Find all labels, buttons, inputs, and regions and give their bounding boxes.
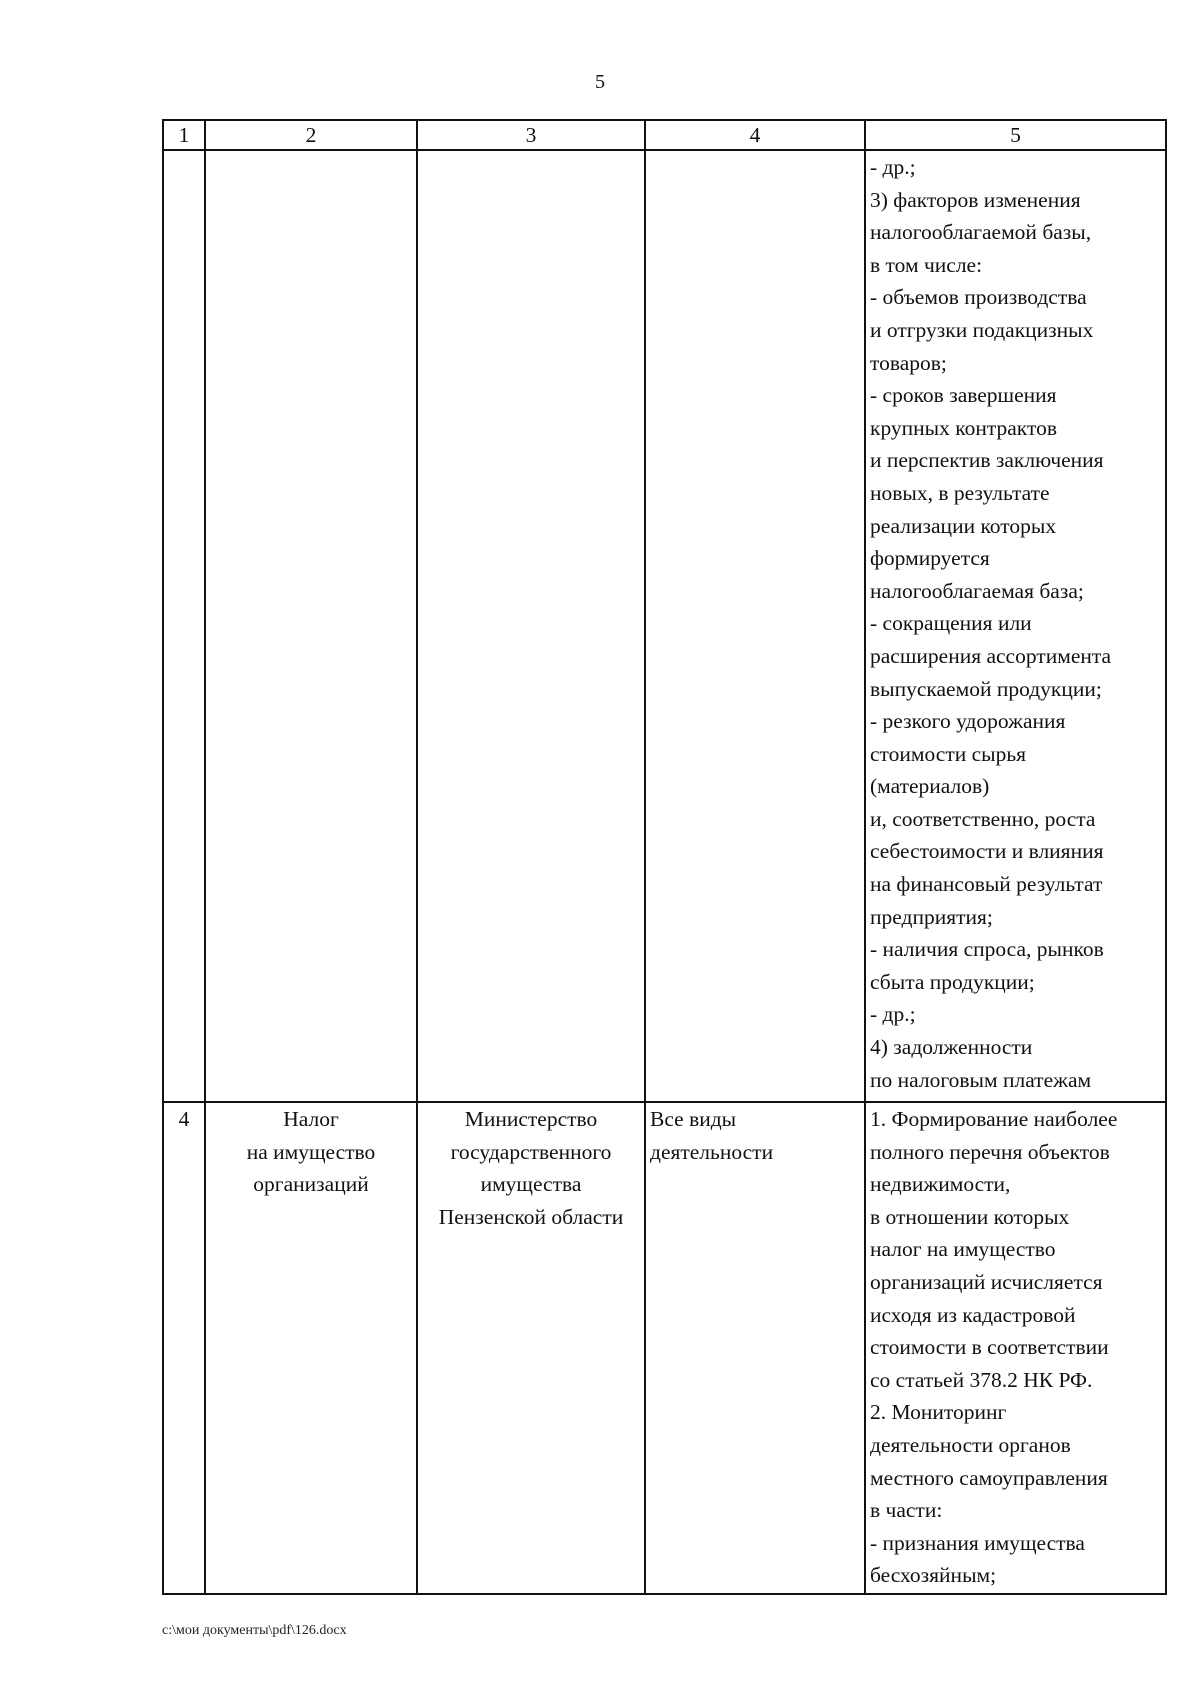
column-header: 2 bbox=[205, 120, 417, 150]
table-cell-tax-name bbox=[205, 150, 417, 1102]
column-header: 1 bbox=[163, 120, 205, 150]
table-header-row bbox=[163, 120, 1166, 150]
table-cell-number bbox=[163, 150, 205, 1102]
column-header: 4 bbox=[645, 120, 865, 150]
table-row bbox=[163, 1102, 1166, 1594]
table-cell-activity: Все виды деятельности bbox=[645, 1102, 865, 1594]
column-header: 5 bbox=[865, 120, 1166, 150]
table-cell-activity bbox=[645, 150, 865, 1102]
column-header: 3 bbox=[417, 120, 645, 150]
table-cell-tax-name: Налог на имущество организаций bbox=[205, 1102, 417, 1594]
table-cell-authority bbox=[417, 150, 645, 1102]
data-table bbox=[162, 119, 1167, 1595]
table-cell-number: 4 bbox=[163, 1102, 205, 1594]
table-row bbox=[163, 150, 1166, 1102]
footer-file-path: c:\мои документы\pdf\126.docx bbox=[162, 1623, 347, 1638]
table-cell-measures: - др.; 3) факторов изменения налогооблагаемой базы, в том числе: - объемов производства и отгрузки подакцизных товаров; - сроков завершения крупных контрактов и перспектив заключения новых, в результате реализации которых формируется налогооблагаемая база; - сокращения или расширения ассортимента выпускаемой продукции; - резкого удорожания стоимости сырья (материалов) и, соответственно, роста себестоимости и влияния на финансовый результат предприятия; - наличия спроса, рынков сбыта продукции; - др.; 4) задолженности по налоговым платежам bbox=[865, 150, 1166, 1102]
table-cell-measures: 1. Формирование наиболее полного перечня объектов недвижимости, в отношении которых налог на имущество организаций исчисляется исходя из кадастровой стоимости в соответствии со статьей 378.2 НК РФ. 2. Мониторинг деятельности органов местного самоуправления в части: - признания имущества бесхозяйным; bbox=[865, 1102, 1166, 1594]
page-number: 5 bbox=[595, 71, 605, 93]
table-cell-authority: Министерство государственного имущества Пензенской области bbox=[417, 1102, 645, 1594]
